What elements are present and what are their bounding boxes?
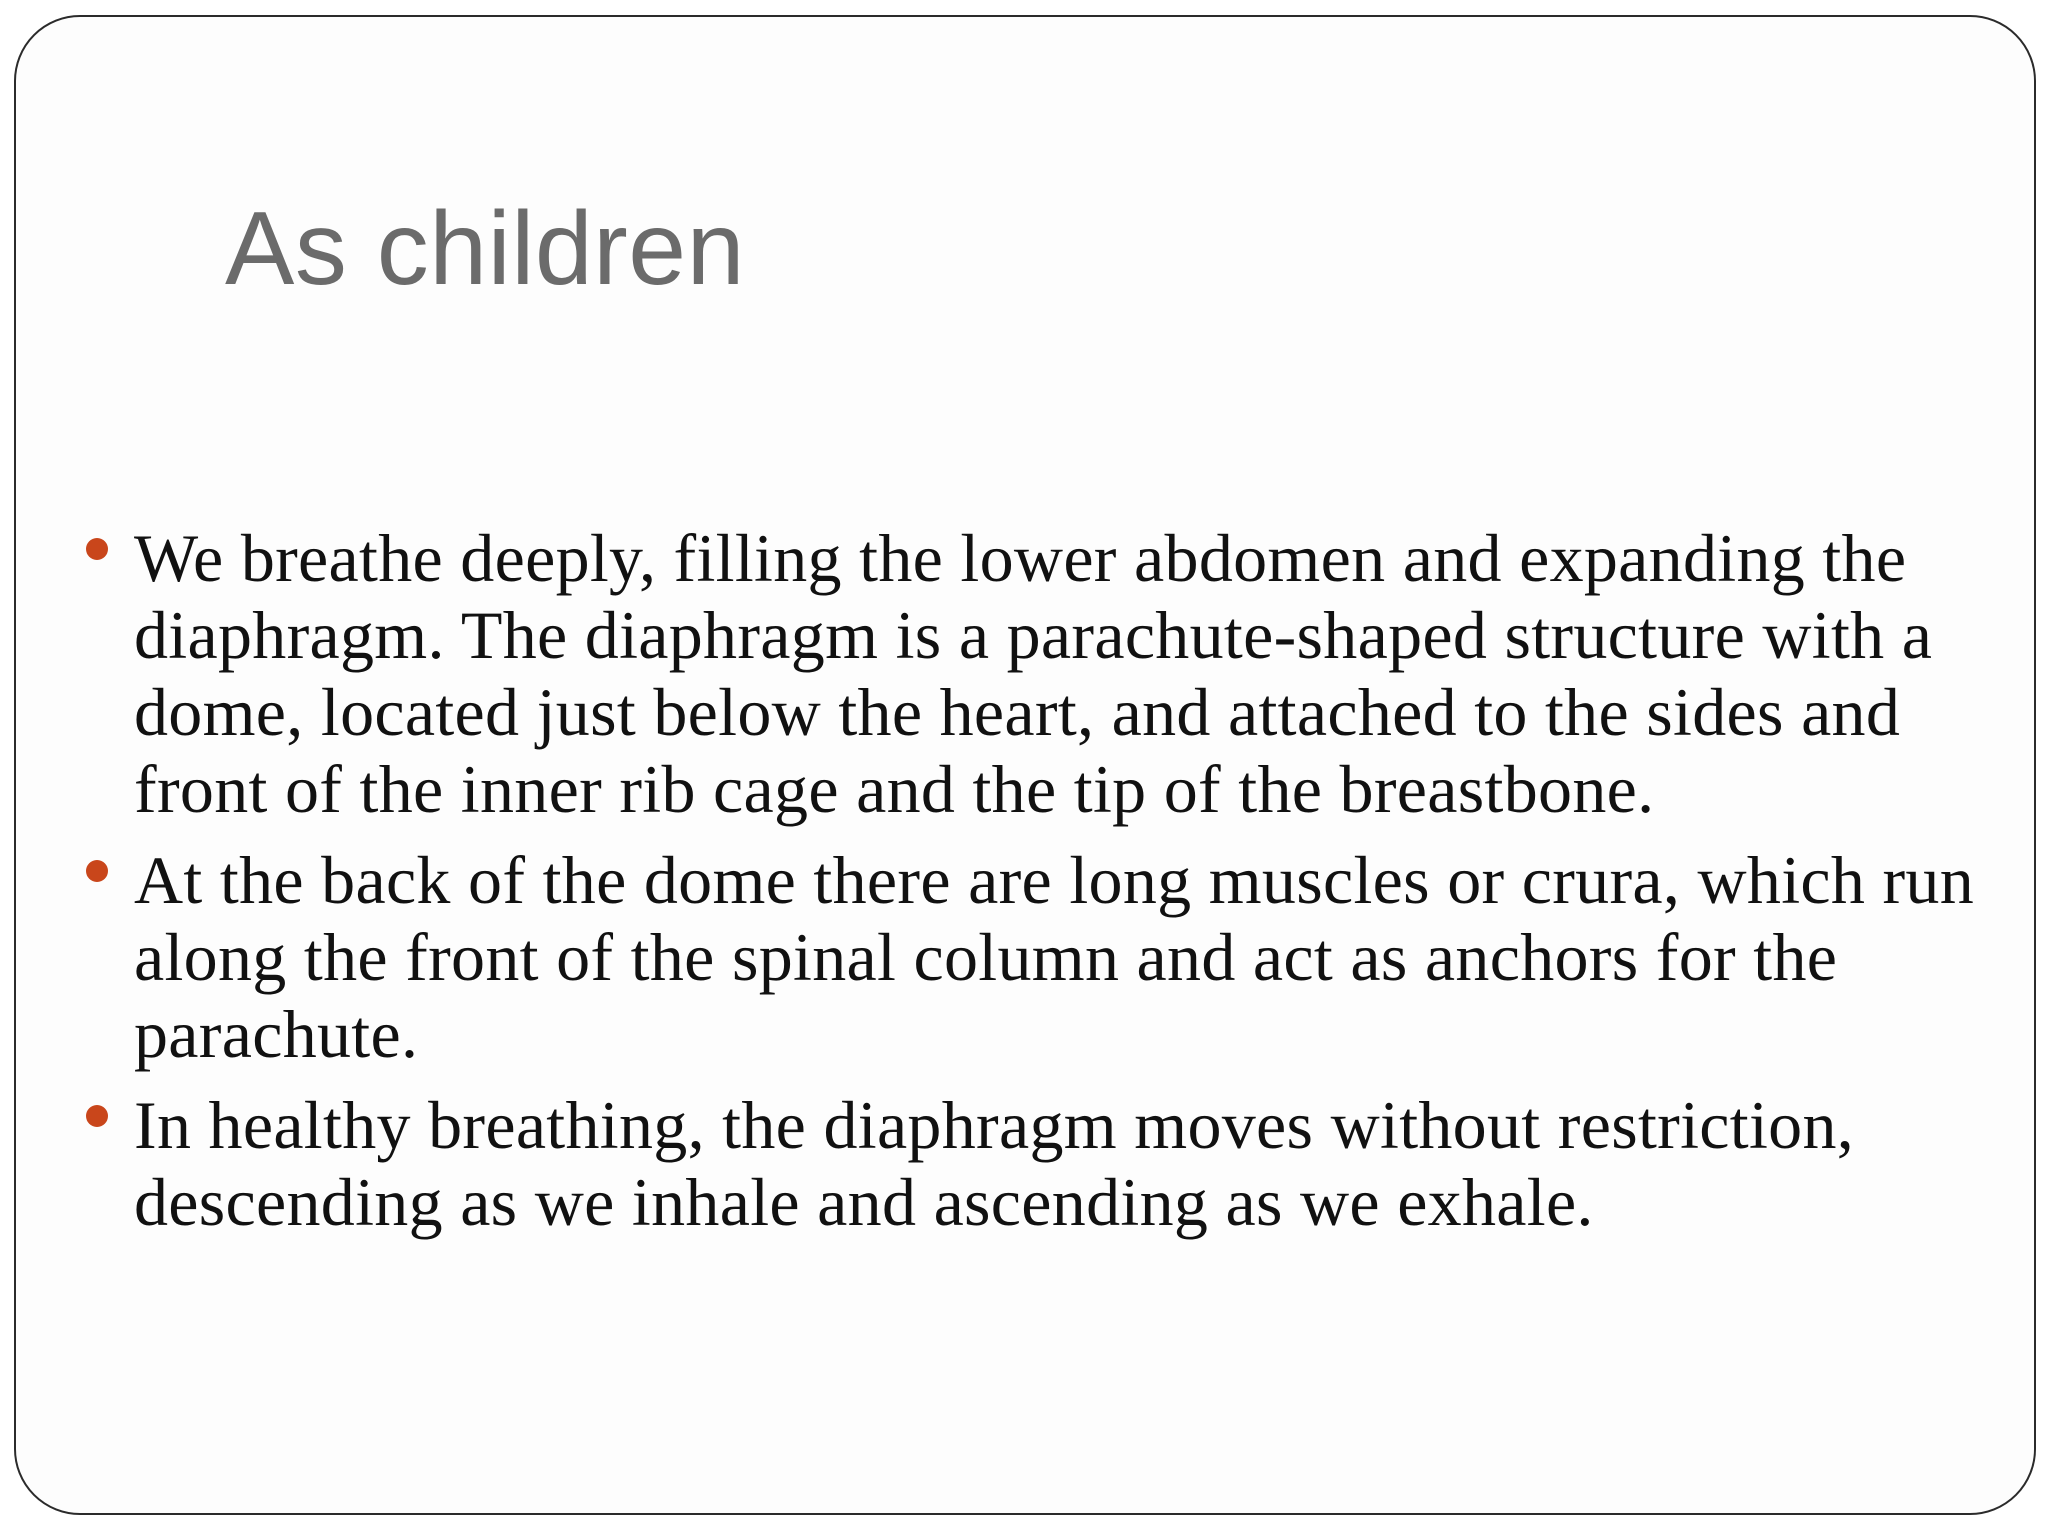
bullet-item-3	[134, 1087, 1994, 1241]
slide-title: As children	[225, 191, 745, 307]
bullet-text: We breathe deeply, filling the lower abdomen and expanding the diaphragm. The diaphragm is a parachute-shaped structure with a dome, located just below the heart, and attached to the sides and front of the inner rib cage and the tip of the breastbone.	[134, 520, 1933, 827]
bullet-dot-icon	[86, 1105, 108, 1127]
bullet-text: In healthy breathing, the diaphragm moves without restriction, descending as we inhale and ascending as we exhale.	[134, 1087, 1855, 1240]
bullet-item-2	[134, 842, 1994, 1073]
bullet-item-1	[134, 520, 1994, 828]
bullet-dot-icon	[86, 538, 108, 560]
bullet-text: At the back of the dome there are long muscles or crura, which run along the front of the spinal column and act as anchors for the parachute.	[134, 842, 1975, 1072]
bullet-dot-icon	[86, 860, 108, 882]
slide	[14, 15, 2036, 1515]
bullet-list	[134, 520, 1994, 1255]
